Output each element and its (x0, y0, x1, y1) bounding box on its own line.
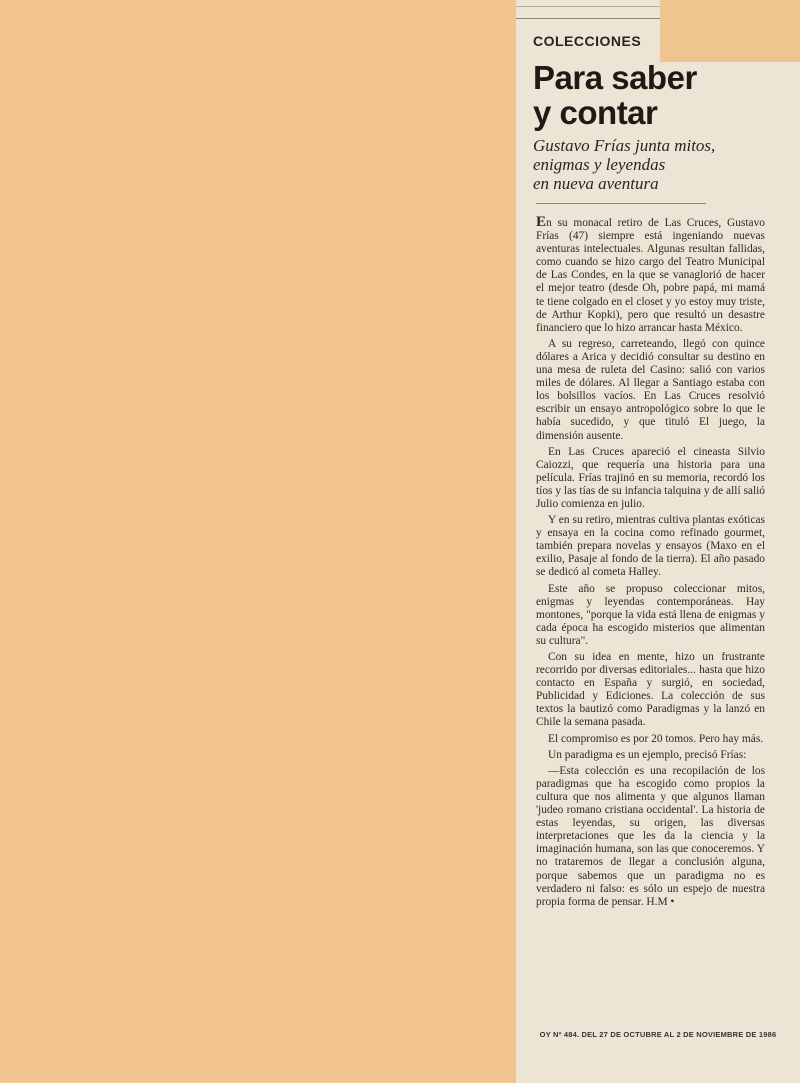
dek-line-3: en nueva aventura (533, 174, 659, 193)
paragraph-2: A su regreso, carreteando, llegó con quince dólares a Arica y decidió consultar su destino en una mesa de ruleta del Casino: salió con varios miles de dólares. Al llegar a Santiago estaba con los bolsillos vacíos. En Las Cruces resolvió escribir un ensayo antropológico sobre lo que le había sucedido, y que tituló El juego, la dimensión ausente. (536, 337, 765, 442)
paragraph-1-text: n su monacal retiro de Las Cruces, Gustavo Frías (47) siempre está ingeniando nuevas aventuras intelectuales. Algunas resultan fallidas, como cuando se hizo cargo del Teatro Municipal de Las Condes, en la que se vanaglorió de hacer el mejor teatro (desde Oh, pobre papá, mi mamá te tiene colgado en el closet y yo estoy muy triste, de Arthur Kopki), pero que resultó un desastre financiero que lo hizo arrancar hasta México. (536, 217, 765, 334)
drop-cap: E (536, 214, 547, 230)
headline-line-2: y contar (533, 94, 658, 131)
paragraph-8: Un paradigma es un ejemplo, precisó Frías: (548, 748, 747, 761)
paragraph-1 (536, 216, 765, 335)
paragraph-7: El compromiso es por 20 tomos. Pero hay más. (548, 732, 764, 745)
headline-line-1: Para saber (533, 59, 697, 96)
dek-line-1: Gustavo Frías junta mitos, (533, 136, 716, 155)
headline (533, 60, 793, 130)
dek (533, 136, 793, 193)
dek-line-2: enigmas y leyendas (533, 155, 666, 174)
section-label: COLECCIONES (533, 33, 642, 49)
paragraph-4: Y en su retiro, mientras cultiva plantas exóticas y ensaya en la cocina como refinado gourmet, también prepara novelas y ensayos (Maxo en el exilio, Pasaje al fondo de la tierra). El año pasado se dedicó al cometa Halley. (536, 514, 765, 579)
paragraph-6: Con su idea en mente, hizo un frustrante recorrido por diversas editoriales... hasta que hizo contacto en España y surgió, en sociedad, Publicidad y Ediciones. La colección de sus textos la bautizó como Paradigmas y la lanzó en Chile la semana pasada. (536, 651, 765, 729)
article-body (536, 216, 765, 912)
paragraph-9: —Esta colección es una recopilación de los paradigmas que ha escogido como propios la cultura que nos alimenta y que algunos llaman 'judeo romano cristiana occidental'. La historia de estas leyendas, su origen, las diversas interpretaciones que les da la ciencia y la imaginación humana, son las que conoceremos. Y no trataremos de llegar a conclusión alguna, porque sabemos que un paradigma no es verdadero ni falso: es sólo un espejo de nuestra propia forma de pensar. H.M • (536, 764, 765, 908)
paragraph-5: Este año se propuso coleccionar mitos, enigmas y leyendas contemporáneas. Hay montones, "porque la vida está llena de enigmas y cada época ha escogido misterios que alimentan su cultura". (536, 582, 765, 647)
paragraph-3: En Las Cruces apareció el cineasta Silvio Caiozzi, que requería una historia para una película. Frías trajinó en su memoria, recordó los tíos y las tías de su infancia talquina y de allí salió Julio comienza en julio. (536, 445, 765, 510)
background-corner (660, 0, 800, 62)
divider (536, 203, 706, 204)
issue-footer: OY Nº 484. DEL 27 DE OCTUBRE AL 2 DE NOVIEMBRE DE 1986 (539, 1030, 777, 1039)
